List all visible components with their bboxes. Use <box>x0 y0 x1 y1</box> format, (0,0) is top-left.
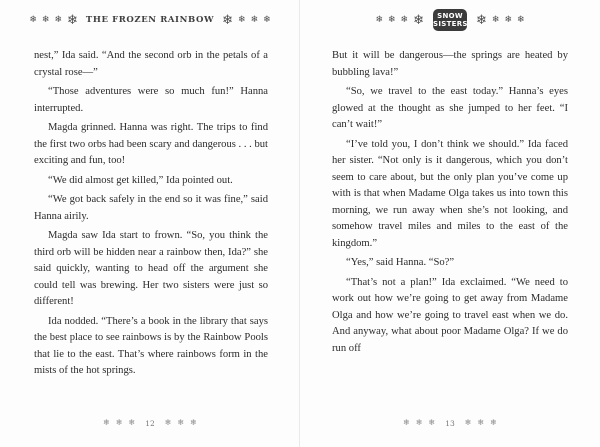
paragraph: nest,” Ida said. “And the second orb in the petals of a crystal rose—” <box>34 50 268 78</box>
paragraph: “Yes,” said Hanna. “So?” <box>346 257 455 268</box>
snowflake-icon: ❄ <box>222 12 234 28</box>
snowflake-icon: ❄ <box>375 14 383 25</box>
running-title: THE FROZEN RAINBOW <box>85 15 215 25</box>
snowflake-icon: ❄ <box>504 14 512 25</box>
snowflake-icon: ❄ <box>491 14 500 25</box>
paragraph: “That’s not a plan!” Ida exclaimed. “We need to work out how we’re going to get away from Madame Olga and how we’re going to travel east when we do. And anyway, what about poor Madame Olga? If we do run off <box>332 276 568 354</box>
snowflake-icon: ❄ <box>415 418 423 427</box>
snowflake-icon: ❄ <box>29 14 37 25</box>
snowflake-icon: ❄ <box>177 418 185 427</box>
paragraph: Magda saw Ida start to frown. “So, you think the third orb will be hidden near a rainbow then, Ida?” she said quickly, wanting to head off the argument she could tell was brewing. Her two sisters were just so different! <box>34 230 268 307</box>
snowflake-icon: ❄ <box>428 418 436 427</box>
snowflake-icon: ❄ <box>263 14 271 25</box>
snowflake-icon: ❄ <box>476 12 487 28</box>
logo-line-2: SISTERS <box>433 20 468 28</box>
left-page-body <box>34 48 268 383</box>
snowflake-icon: ❄ <box>413 12 424 28</box>
paragraph: Magda grinned. Hanna was right. The trips to find the first two orbs had been scary and dangerous . . . but exciting and fun, too! <box>34 122 268 166</box>
snow-sisters-logo <box>433 9 467 31</box>
left-page-footer <box>28 416 272 430</box>
snowflake-icon: ❄ <box>115 418 123 427</box>
snowflake-icon: ❄ <box>190 418 197 427</box>
left-page-header <box>28 10 272 30</box>
snowflake-icon: ❄ <box>54 14 62 25</box>
right-page-body <box>332 48 568 360</box>
snowflake-icon: ❄ <box>400 14 409 25</box>
paragraph: “Those adventures were so much fun!” Hanna interrupted. <box>34 86 268 114</box>
snowflake-icon: ❄ <box>66 12 78 28</box>
paragraph: “So, we travel to the east today.” Hanna’s eyes glowed at the thought as she jumped to her feet. “I can’t wait!” <box>332 86 568 130</box>
logo-line-1: SNOW <box>437 12 463 20</box>
right-page-header <box>328 10 572 30</box>
snowflake-icon: ❄ <box>128 418 136 427</box>
page-number: 12 <box>145 418 155 428</box>
snowflake-icon: ❄ <box>403 418 410 427</box>
paragraph: But it will be dangerous—the springs are heated by bubbling lava!” <box>332 50 568 78</box>
right-page <box>300 0 600 447</box>
page-number: 13 <box>445 418 455 428</box>
snowflake-icon: ❄ <box>477 418 485 427</box>
snowflake-icon: ❄ <box>238 14 246 25</box>
snowflake-icon: ❄ <box>388 14 396 25</box>
snowflake-icon: ❄ <box>250 14 259 25</box>
paragraph: “We did almost get killed,” Ida pointed out. <box>48 174 233 186</box>
paragraph: “I’ve told you, I don’t think we should.” Ida faced her sister. “Not only is it dangerous, which you don’t seem to care about, but the only plan you’ve come up with is that when Madame Olga takes us into town this morning, we run away when she’s not looking, and somehow travel miles and miles to the east of the kingdom.” <box>332 138 568 249</box>
snowflake-icon: ❄ <box>103 418 110 427</box>
paragraph: Ida nodded. “There’s a book in the library that says the best place to see rainbows is by the Rainbow Pools that lie to the east. That’s where rainbows form in the mists of the hot springs. <box>34 315 268 376</box>
snowflake-icon: ❄ <box>490 418 497 427</box>
paragraph: “We got back safely in the end so it was fine,” said Hanna airily. <box>34 194 268 222</box>
snowflake-icon: ❄ <box>164 418 172 427</box>
snowflake-icon: ❄ <box>41 14 50 25</box>
snowflake-icon: ❄ <box>464 418 472 427</box>
snowflake-icon: ❄ <box>517 14 525 25</box>
right-page-footer <box>328 416 572 430</box>
